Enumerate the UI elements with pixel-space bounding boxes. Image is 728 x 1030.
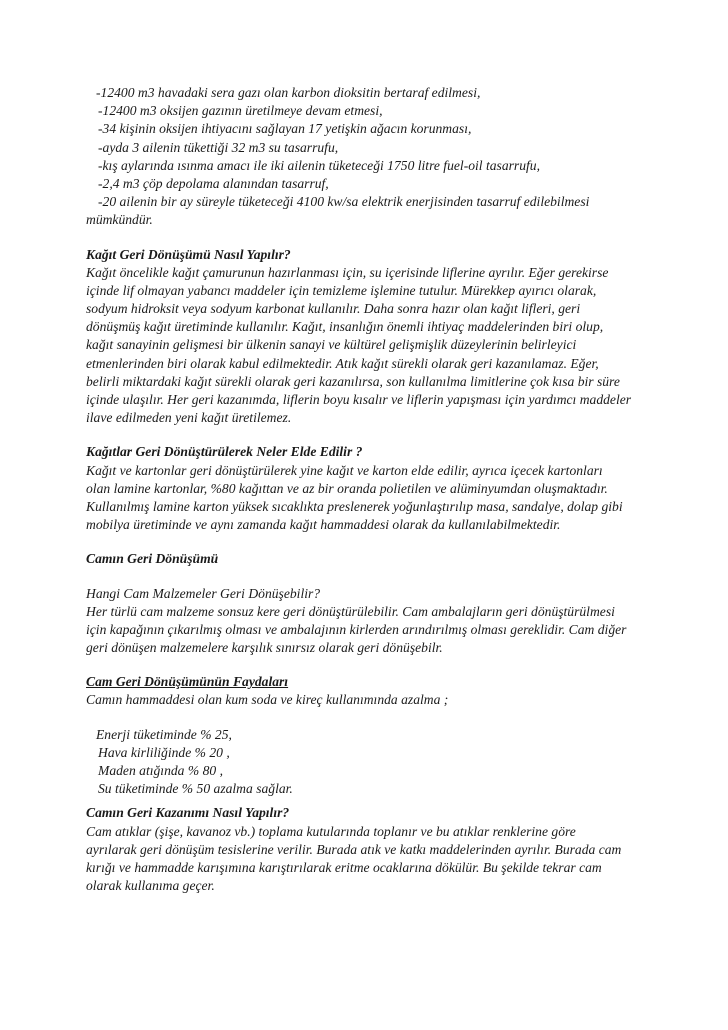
benefit-item: Hava kirliliğinde % 20 , [98,744,230,760]
section-glass-benefits [86,673,646,798]
benefit-item: Su tüketiminde % 50 azalma sağlar. [98,781,293,797]
section-paper-products [86,443,646,534]
intro-line: -20 ailenin bir ay süreyle tüketeceği 4100 kw/sa elektrik enerjisinden tasarruf edilebilmesi [98,194,590,210]
intro-list [86,84,646,230]
intro-line: -34 kişinin oksijen ihtiyacını sağlayan 17 yetişkin ağacın korunması, [98,121,472,137]
section-glass-recycling [86,550,646,657]
intro-line: -kış aylarında ısınma amacı ile iki ailenin tüketeceği 1750 litre fuel-oil tasarrufu, [98,157,540,173]
section-heading: Cam Geri Dönüşümünün Faydaları [86,674,289,690]
paragraph-line: Kağıt ve kartonlar geri dönüştürülerek yine kağıt ve karton elde edilir, ayrıca içecek kartonları [86,462,603,478]
section-paper-recycling [86,246,646,428]
paragraph-line: olarak kullanıma geçer. [86,878,215,894]
paragraph-line: belirli miktardaki kağıt sürekli olarak geri kazanılırsa, son kullanılma limitlerine çok kısa bir süre [86,373,620,389]
benefit-item: Enerji tüketiminde % 25, [96,726,232,742]
paragraph-line: mobilya üretiminde ve aynı zamanda kağıt hammaddesi olarak da kullanılabilmektedir. [86,517,561,533]
paragraph-line: Kullanılmış lamine karton yüksek sıcaklıkta preslenerek yoğunlaştırılıp masa, sandalye, dolap gibi [86,498,623,514]
section-glass-recovery [86,804,646,895]
paragraph-line: ilave edilmeden yeni kağıt üretilemez. [86,410,292,426]
paragraph-line: etmenlerinden biri olarak kabul edilmektedir. Atık kağıt sürekli olarak geri kazanılamaz. Eğer, [86,355,599,371]
benefit-item: Maden atığında % 80 , [98,763,223,778]
paragraph-line: geri dönüşen malzemelere karşılık sınırsız olarak geri dönüşebilr. [86,640,443,656]
intro-line: -2,4 m3 çöp depolama alanından tasarruf, [98,175,329,191]
paragraph-line: Cam atıklar (şişe, kavanoz vb.) toplama kutularında toplanır ve bu atıklar renklerine göre [86,823,576,839]
paragraph-line: kırığı ve hammadde karışımına karıştırılarak eritme ocaklarına dökülür. Bu şekilde tekrar cam [86,859,602,875]
paragraph-line: sodyum hidroksit veya sodyum karbonat kullanılır. Daha sonra hazır olan kağıt lifleri, geri [86,301,581,317]
section-heading: Camın Geri Kazanımı Nasıl Yapılır? [86,805,290,821]
paragraph-line: ayrılarak geri dönüşüm tesislerine verilir. Burada atık ve katkı maddelerinden ayrılır. Burada cam [86,841,622,857]
subheading: Hangi Cam Malzemeler Geri Dönüşebilir? [86,585,321,601]
paragraph-line: içinde lif olmayan yabancı maddeler için temizleme işlemine tutulur. Mürekkep ayırıcı olarak, [86,282,597,298]
paragraph-line: Her türlü cam malzeme sonsuz kere geri dönüştürülebilir. Cam ambalajların geri dönüştürülmesi [86,603,615,619]
section-heading: Kağıtlar Geri Dönüştürülerek Neler Elde Edilir ? [86,444,363,460]
section-heading: Kağıt Geri Dönüşümü Nasıl Yapılır? [86,246,291,262]
paragraph-line: için kapağının çıkarılmış olması ve ambalajının kirlerden arındırılmış olması gereklidir. Cam diğer [86,621,627,637]
paragraph-line: Camın hammaddesi olan kum soda ve kireç kullanımında azalma ; [86,692,449,708]
document-page [86,84,646,895]
intro-line: mümkündür. [86,212,153,228]
intro-line: -12400 m3 oksijen gazının üretilmeye devam etmesi, [98,103,383,119]
intro-line: -ayda 3 ailenin tükettiği 32 m3 su tasarrufu, [98,139,339,155]
paragraph-line: içinde ulaşılır. Her geri kazanımda, liflerin boyu kısalır ve liflerin yapışması için yardımcı maddeler [86,392,632,407]
paragraph-line: dönüşmüş kağıt üretiminde kullanılır. Kağıt, insanlığın önemli ihtiyaç maddelerinden biri olup, [86,319,604,335]
paragraph-line: olan lamine kartonlar, %80 kağıttan ve az bir oranda polietilen ve alüminyumdan oluşmaktadır. [86,480,608,496]
intro-line: -12400 m3 havadaki sera gazı olan karbon dioksitin bertaraf edilmesi, [96,85,481,100]
paragraph-line: Kağıt öncelikle kağıt çamurunun hazırlanması için, su içerisinde liflerine ayrılır. Eğer gerekirse [86,264,609,280]
paragraph-line: kağıt sanayinin gelişmesi bir ülkenin sanayi ve kültürel gelişmişlik düzeylerinin belirleyici [86,337,577,353]
section-heading: Camın Geri Dönüşümü [86,551,219,567]
